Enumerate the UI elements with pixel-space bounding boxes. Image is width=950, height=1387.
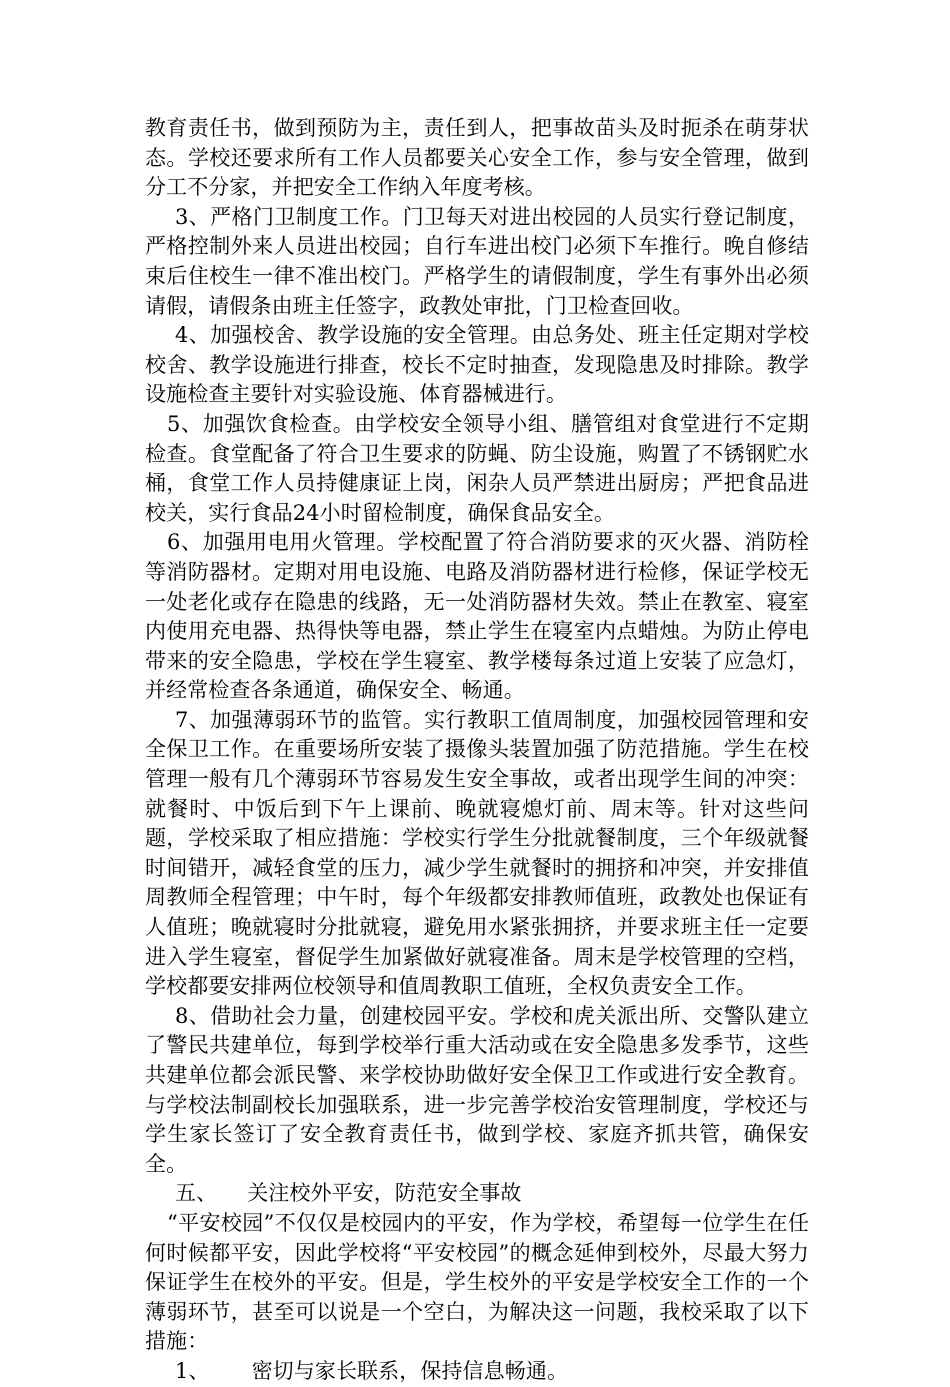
document-page xyxy=(145,114,809,1387)
section-heading xyxy=(145,1179,809,1209)
paragraph-continuation: 教育责任书，做到预防为主，责任到人，把事故苗头及时扼杀在萌芽状态。学校还要求所有工作人员都要关心安全工作，参与安全管理，做到分工不分家，并把安全工作纳入年度考核。 xyxy=(145,116,809,200)
paragraph-item-3: 3、严格门卫制度工作。门卫每天对进出校园的人员实行登记制度，严格控制外来人员进出校园；自行车进出校门必须下车推行。晚自修结束后住校生一律不准出校门。严格学生的请假制度，学生有事外出必须请假，请假条由班主任签字，政教处审批，门卫检查回收。 xyxy=(145,204,809,318)
section-heading-number: 五、 xyxy=(175,1181,218,1206)
paragraph-item-6: 6、加强用电用火管理。学校配置了符合消防要求的灭火器、消防栓等消防器材。定期对用电设施、电路及消防器材进行检修，保证学校无一处老化或存在隐患的线路，无一处消防器材失效。禁止在教室、寝室内使用充电器、热得快等电器，禁止学生在寝室内点蜡烛。为防止停电带来的安全隐患，学校在学生寝室、教学楼每条过道上安装了应急灯，并经常检查各条通道，确保安全、畅通。 xyxy=(145,530,809,703)
paragraph-after-heading: “平安校园”不仅仅是校园内的平安，作为学校，希望每一位学生在任何时候都平安，因此学校将“平安校园”的概念延伸到校外，尽最大努力保证学生在校外的平安。但是，学生校外的平安是学校安全工作的一个薄弱环节，甚至可以说是一个空白，为解决这一问题，我校采取了以下措施： xyxy=(145,1210,809,1354)
paragraph-item-8: 8、借助社会力量，创建校园平安。学校和虎关派出所、交警队建立了警民共建单位，每到学校举行重大活动或在安全隐患多发季节，这些共建单位都会派民警、来学校协助做好安全保卫工作或进行安全教育。与学校法制副校长加强联系，进一步完善学校治安管理制度，学校还与学生家长签订了安全教育责任书，做到学校、家庭齐抓共管，确保安全。 xyxy=(145,1003,809,1176)
paragraph-item-4: 4、加强校舍、教学设施的安全管理。由总务处、班主任定期对学校校舍、教学设施进行排查，校长不定时抽查，发现隐患及时排除。教学设施检查主要针对实验设施、体育器械进行。 xyxy=(145,323,809,407)
list-item xyxy=(145,1357,809,1387)
paragraph-item-5: 5、加强饮食检查。由学校安全领导小组、膳管组对食堂进行不定期检查。食堂配备了符合卫生要求的防蝇、防尘设施，购置了不锈钢贮水桶，食堂工作人员持健康证上岗，闲杂人员严禁进出厨房；严把食品进校关，实行食品24小时留检制度，确保食品安全。 xyxy=(145,411,809,525)
paragraph-item-7: 7、加强薄弱环节的监管。实行教职工值周制度，加强校园管理和安全保卫工作。在重要场所安装了摄像头装置加强了防范措施。学生在校管理一般有几个薄弱环节容易发生安全事故，或者出现学生间的冲突：就餐时、中饭后到下午上课前、晚就寝熄灯前、周末等。针对这些问题，学校采取了相应措施：学校实行学生分批就餐制度，三个年级就餐时间错开，减轻食堂的压力，减少学生就餐时的拥挤和冲突，并安排值周教师全程管理；中午时，每个年级都安排教师值班，政教处也保证有人值班；晚就寝时分批就寝，避免用水紧张拥挤，并要求班主任一定要进入学生寝室，督促学生加紧做好就寝准备。周末是学校管理的空档，学校都要安排两位校领导和值周教职工值班，全权负责安全工作。 xyxy=(145,707,809,999)
list-item-text: 密切与家长联系，保持信息畅通。 xyxy=(251,1358,569,1383)
list-item-number: 1、 xyxy=(175,1358,210,1383)
section-heading-text: 关注校外平安，防范安全事故 xyxy=(247,1181,522,1206)
